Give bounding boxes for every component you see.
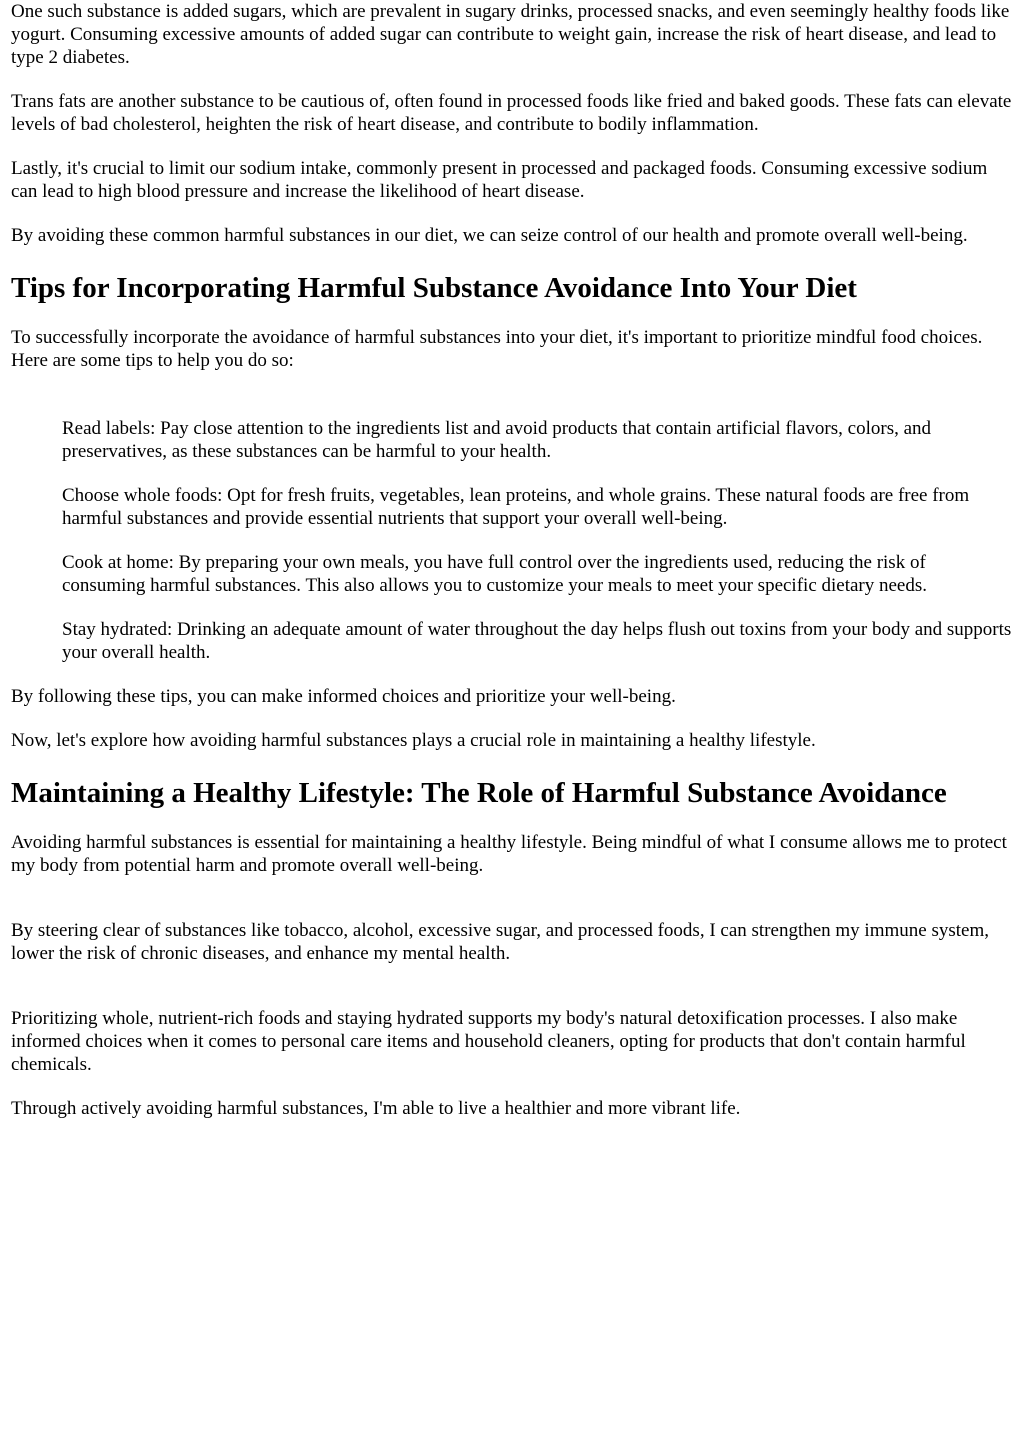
paragraph-trans-fats: Trans fats are another substance to be cautious of, often found in processed foods like fried and baked goods. These fats can elevate levels of bad cholesterol, heighten the risk of heart disease, and contribute to bodily inflammation. [11, 91, 1012, 135]
paragraph-essential: Avoiding harmful substances is essential for maintaining a healthy lifestyle. Being mindful of what I consume allows me to protect my body from potential harm and promote overall well-being. [11, 832, 1007, 876]
tip-whole-foods: Choose whole foods: Opt for fresh fruits, vegetables, lean proteins, and whole grains. These natural foods are free from harmful substances and provide essential nutrients that support your overall well-being. [62, 485, 970, 529]
paragraph-conclusion: Through actively avoiding harmful substances, I'm able to live a healthier and more vibrant life. [11, 1098, 741, 1119]
heading-healthy-lifestyle: Maintaining a Healthy Lifestyle: The Role of Harmful Substance Avoidance [11, 777, 947, 809]
paragraph-added-sugars: One such substance is added sugars, which are prevalent in sugary drinks, processed snacks, and even seemingly healthy foods like yogurt. Consuming excessive amounts of added sugar can contribute to weight gain, increase the risk of heart disease, and lead to type 2 diabetes. [11, 1, 1010, 68]
heading-tips: Tips for Incorporating Harmful Substance Avoidance Into Your Diet [11, 272, 857, 304]
paragraph-transition: Now, let's explore how avoiding harmful substances plays a crucial role in maintaining a healthy lifestyle. [11, 730, 816, 751]
tip-cook-at-home: Cook at home: By preparing your own meals, you have full control over the ingredients used, reducing the risk of consuming harmful substances. This also allows you to customize your meals to meet your specific dietary needs. [62, 552, 928, 596]
paragraph-tips-outro: By following these tips, you can make informed choices and prioritize your well-being. [11, 686, 676, 707]
tip-stay-hydrated: Stay hydrated: Drinking an adequate amount of water throughout the day helps flush out toxins from your body and supports your overall health. [62, 619, 1012, 663]
paragraph-prioritizing: Prioritizing whole, nutrient-rich foods and staying hydrated supports my body's natural detoxification processes. I also make informed choices when it comes to personal care items and household cleaners, opting for products that don't contain harmful chemicals. [11, 1008, 966, 1075]
tip-read-labels: Read labels: Pay close attention to the ingredients list and avoid products that contain artificial flavors, colors, and preservatives, as these substances can be harmful to your health. [62, 418, 932, 462]
paragraph-avoidance-summary: By avoiding these common harmful substances in our diet, we can seize control of our health and promote overall well-being. [11, 225, 968, 246]
paragraph-steering-clear: By steering clear of substances like tobacco, alcohol, excessive sugar, and processed foods, I can strengthen my immune system, lower the risk of chronic diseases, and enhance my mental health. [11, 920, 989, 964]
paragraph-tips-intro: To successfully incorporate the avoidance of harmful substances into your diet, it's important to prioritize mindful food choices. Here are some tips to help you do so: [11, 327, 983, 371]
tips-list [11, 417, 1013, 664]
paragraph-sodium: Lastly, it's crucial to limit our sodium intake, commonly present in processed and packaged foods. Consuming excessive sodium can lead to high blood pressure and increase the likelihood of heart disease. [11, 158, 988, 202]
